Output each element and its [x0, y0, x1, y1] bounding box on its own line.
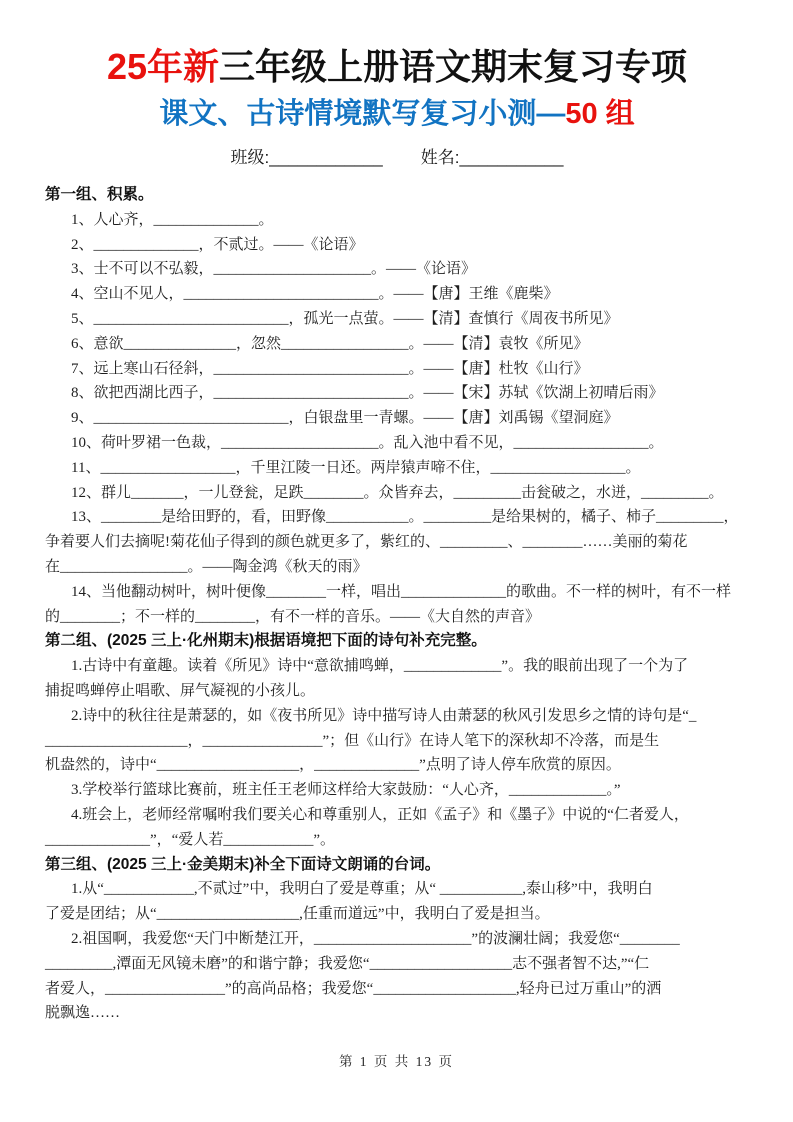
- section-1-accumulation: [45, 183, 749, 629]
- text-line: 4.班会上，老师经常嘱咐我们要关心和尊重别人，正如《孟子》和《墨子》中说的“仁者爱人，: [71, 806, 689, 823]
- name-label: 姓名:: [420, 148, 460, 167]
- text-line: 2.诗中的秋往往是萧瑟的，如《夜书所见》诗中描写诗人由萧瑟的秋风引发思乡之情的诗句是“_: [71, 707, 697, 724]
- text-line: 1、人心齐，______________。: [71, 211, 274, 228]
- title-highlight: 25年新: [106, 46, 220, 87]
- text-line: 2.祖国啊，我爱您“天门中断楚江开，_____________________”的波澜壮阔；我爱您“________: [71, 930, 680, 947]
- text-line: 争着要人们去摘呢!菊花仙子得到的颜色就更多了，紫红的、_________、________……美丽的菊花: [45, 534, 688, 551]
- text-line: 14、当他翻动树叶，树叶便像________一样，唱出______________的歌曲。不一样的树叶，有不一样: [71, 583, 732, 600]
- text-line: 的________；不一样的________，有不一样的音乐。——《大自然的声音》: [45, 608, 541, 625]
- text-line: ______________”，“爱人若____________”。: [45, 831, 335, 848]
- text-line: 6、意欲_______________，忽然_________________。——【清】袁牧《所见》: [71, 335, 589, 352]
- section-heading: 第一组、积累。: [45, 186, 154, 203]
- text-line: 4、空山不见人，__________________________。——【唐】王维《鹿柴》: [71, 286, 559, 303]
- text-line: 12、群儿_______，一儿登瓮，足跌________。众皆弃去，_________击瓮破之，水迸，_________。: [71, 484, 724, 501]
- text-line: 者爱人，________________”的高尚品格；我爱您“___________________,轻舟已过万重山”的洒: [45, 980, 662, 997]
- text-line: 2、______________，不贰过。——《论语》: [71, 236, 364, 253]
- page-number: 第 1 页 共 13 页: [338, 1054, 455, 1069]
- name-blank: ___________: [459, 148, 564, 167]
- section-2-poem-completion: [45, 629, 749, 852]
- text-line: 3、士不可以不弘毅，_____________________。——《论语》: [71, 261, 477, 278]
- page-title: [45, 46, 749, 88]
- text-line: 1.古诗中有童趣。读着《所见》诗中“意欲捕鸣蝉，_____________”。我的眼前出现了一个为了: [71, 658, 689, 675]
- text-line: 捕捉鸣蝉停止唱歌、屏气凝视的小孩儿。: [45, 682, 316, 699]
- class-blank: ____________: [269, 148, 383, 167]
- text-line: 7、远上寒山石径斜，__________________________。——【唐】杜牧《山行》: [71, 360, 589, 377]
- text-line: 11、__________________，千里江陵一日还。两岸猿声啼不住，__________________。: [71, 459, 641, 476]
- student-info-line: [45, 149, 749, 166]
- text-line: _________,潭面无风镜未磨”的和谐宁静；我爱您“___________________志不强者智不达,”“仁: [45, 955, 650, 972]
- section-heading: 第二组、(2025 三上·化州期末)根据语境把下面的诗句补充完整。: [45, 632, 487, 650]
- text-line: 13、________是给田野的，看，田野像___________。_________是给果树的，橘子、柿子_________，: [71, 509, 739, 526]
- text-line: 10、荷叶罗裙一色裁，_____________________。乱入池中看不见，__________________。: [71, 434, 664, 451]
- worksheet-body: [45, 183, 749, 1026]
- section-3-recitation-lines: [45, 853, 749, 1027]
- subtitle-highlight: 50 组: [565, 98, 635, 130]
- title-main-text: 三年级上册语文期末复习专项: [219, 46, 688, 87]
- text-line: 8、欲把西湖比西子，__________________________。——【宋】苏轼《饮湖上初晴后雨》: [71, 385, 664, 402]
- text-line: 1.从“____________,不贰过”中，我明白了爱是尊重；从“ ___________,泰山移”中，我明白: [71, 881, 653, 898]
- subtitle-main-text: 课文、古诗情境默写复习小测—: [159, 98, 566, 130]
- text-line: 3.学校举行篮球比赛前，班主任王老师这样给大家鼓励：“人心齐，_____________。”: [71, 782, 621, 799]
- class-label: 班级:: [230, 148, 270, 167]
- text-line: 5、__________________________，孤光一点萤。——【清】查慎行《周夜书所见》: [71, 310, 619, 327]
- text-line: 脱飘逸……: [45, 1005, 121, 1022]
- text-line: 9、__________________________，白银盘里一青螺。——【唐】刘禹锡《望洞庭》: [71, 410, 619, 427]
- page-subtitle: [45, 98, 749, 131]
- text-line: 机盎然的，诗中“___________________，______________”点明了诗人停车欣赏的原因。: [45, 757, 621, 774]
- text-line: ___________________，________________”；但《山行》在诗人笔下的深秋却不冷落，而是生: [45, 732, 660, 749]
- text-line: 了爱是团结；从“___________________,任重而道远”中，我明白了爱是担当。: [45, 906, 550, 923]
- text-line: 在_________________。——陶金鸿《秋天的雨》: [45, 558, 368, 575]
- section-heading: 第三组、(2025 三上·金美期末)补全下面诗文朗诵的台词。: [45, 855, 441, 873]
